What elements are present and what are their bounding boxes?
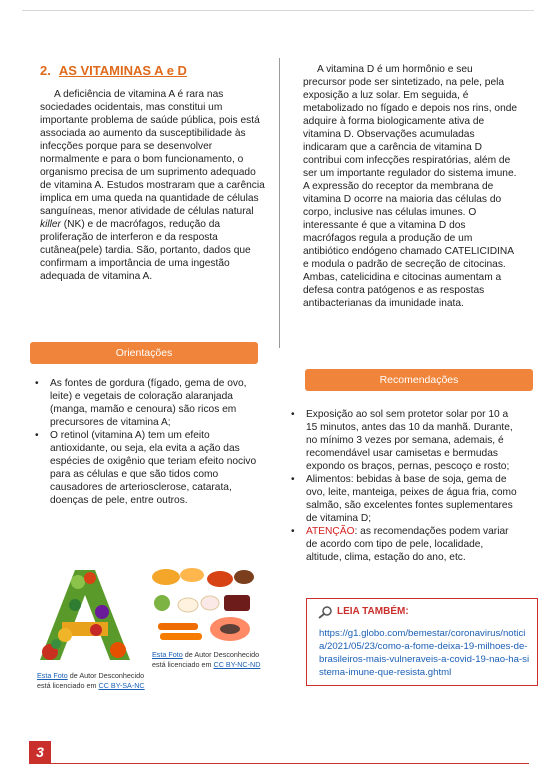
column-divider [279, 58, 280, 348]
caption-license-link[interactable]: CC BY-SA-NC [98, 681, 145, 690]
list-item: • As fontes de gordura (fígado, gema de ovo, leite) e vegetais de coloração alaranjada (manga, mamão e cenoura) são ricos em precursores de vitamina A; [35, 378, 247, 428]
magnifier-icon [317, 605, 333, 619]
caption-license-link[interactable]: CC BY-NC-ND [213, 660, 261, 669]
attention-label: ATENÇÃO [306, 526, 355, 537]
para-text-2: (NK) e de macrófagos, redução da proliferação de interferon e da resposta cutânea(pele) tardia. São, portanto, dados que confirmam a importância de uma ingestão adequada de vitamina A. [40, 219, 251, 282]
recomendacoes-banner: Recomendações [305, 369, 533, 391]
vitamin-d-paragraph: A vitamina D é um hormônio e seu precursor pode ser sintetizado, na pele, pela exposição a luz solar. Em seguida, é metabolizado no fígado e depois nos rins, onde adquire à forma biologicamente ativa de vitamina D. Observações acumuladas indicaram que a carência de vitamina D contribui com infecções respiratórias, além de ser um importante regulador do sistema imune. A expressão do receptor da membrana de vitamina D ocorre na maioria das células do corpo, inclusive nas células imunes. O interessante é que a vitamina D dos macrófagos regula a produção de um antibiótico endógeno chamado CATELICIDINA e modula o padrão de secreção de citocinas. Ambas, catelicidina e citocinas aumentam a defesa contra patógenos e as respostas antibacterianas da imunidade inata. [303, 64, 518, 309]
leia-tambem-box [306, 598, 538, 686]
caption-photo-link[interactable]: Esta Foto [37, 671, 68, 680]
caption-photo-link[interactable]: Esta Foto [152, 650, 183, 659]
image-caption-1: Esta Foto de Autor Desconhecido está licenciado em CC BY-SA-NC [37, 671, 145, 690]
page-number: 3 [29, 741, 51, 763]
section-title: AS VITAMINAS A e D [58, 63, 187, 78]
vegetable-letter-a-image [30, 560, 140, 665]
para-text-1: A deficiência de vitamina A é rara nas sociedades ocidentais, mas constitui um importante problema de saúde pública, pois está associada ao aumento da susceptibilidade às infecções porque para se desenvolver normalmente e para o bom funcionamento, o organismo precisa de um suprimento adequado de vitamina A. Estudos mostraram que a carência implica em uma queda na quantidade de células sanguíneas, menor atividade de células natural [40, 89, 265, 217]
left-column [40, 63, 265, 283]
list-item: • O retinol (vitamina A) tem um efeito antioxidante, ou seja, ela evita a ação das espécies de oxigênio que teriam efeito nocivo para as células e que são tidos como causadores de arteriosclerose, catarata, doenças de pele, entre outros. [35, 430, 257, 506]
orientacoes-list [33, 377, 258, 507]
leia-tambem-label: LEIA TAMBÉM: [337, 606, 409, 617]
list-item: • ATENÇÃO: as recomendações podem variar de acordo com tipo de pele, localidade, altitude, clima, estação do ano, etc. [291, 526, 509, 563]
list-item: • Alimentos: bebidas à base de soja, gema de ovo, leite, manteiga, peixes de água fria, como salmão, são excelentes fontes suplementares de vitamina D; [291, 474, 517, 524]
section-heading [40, 63, 265, 78]
para-italic: killer [40, 219, 61, 230]
article-link[interactable]: https://g1.globo.com/bemestar/coronavirus/noticia/2021/05/23/como-a-fome-deixa-19-milhoes-de-brasileiros-mais-vulneraveis-a-covid-19-nao-ha-sistema-imune-que-resista.ghtml [319, 628, 530, 678]
list-item: • Exposição ao sol sem protetor solar por 10 a 15 minutos, antes das 10 da manhã. Durante, no mínimo 3 vezes por semana, ademais, é recomendável usar camisetas e bermudas expondo os braços, pernas, pescoço e rosto; [291, 409, 513, 472]
right-column [303, 63, 518, 310]
vitamin-a-paragraph [40, 88, 265, 283]
recomendacoes-list [289, 408, 521, 564]
footer-rule [29, 763, 529, 764]
page-top-rule [22, 10, 534, 11]
section-number: 2. [40, 63, 51, 78]
image-caption-2: Esta Foto de Autor Desconhecido está licenciado em CC BY-NC-ND [152, 650, 261, 669]
food-items-image [148, 565, 258, 647]
orientacoes-banner: Orientações [30, 342, 258, 364]
